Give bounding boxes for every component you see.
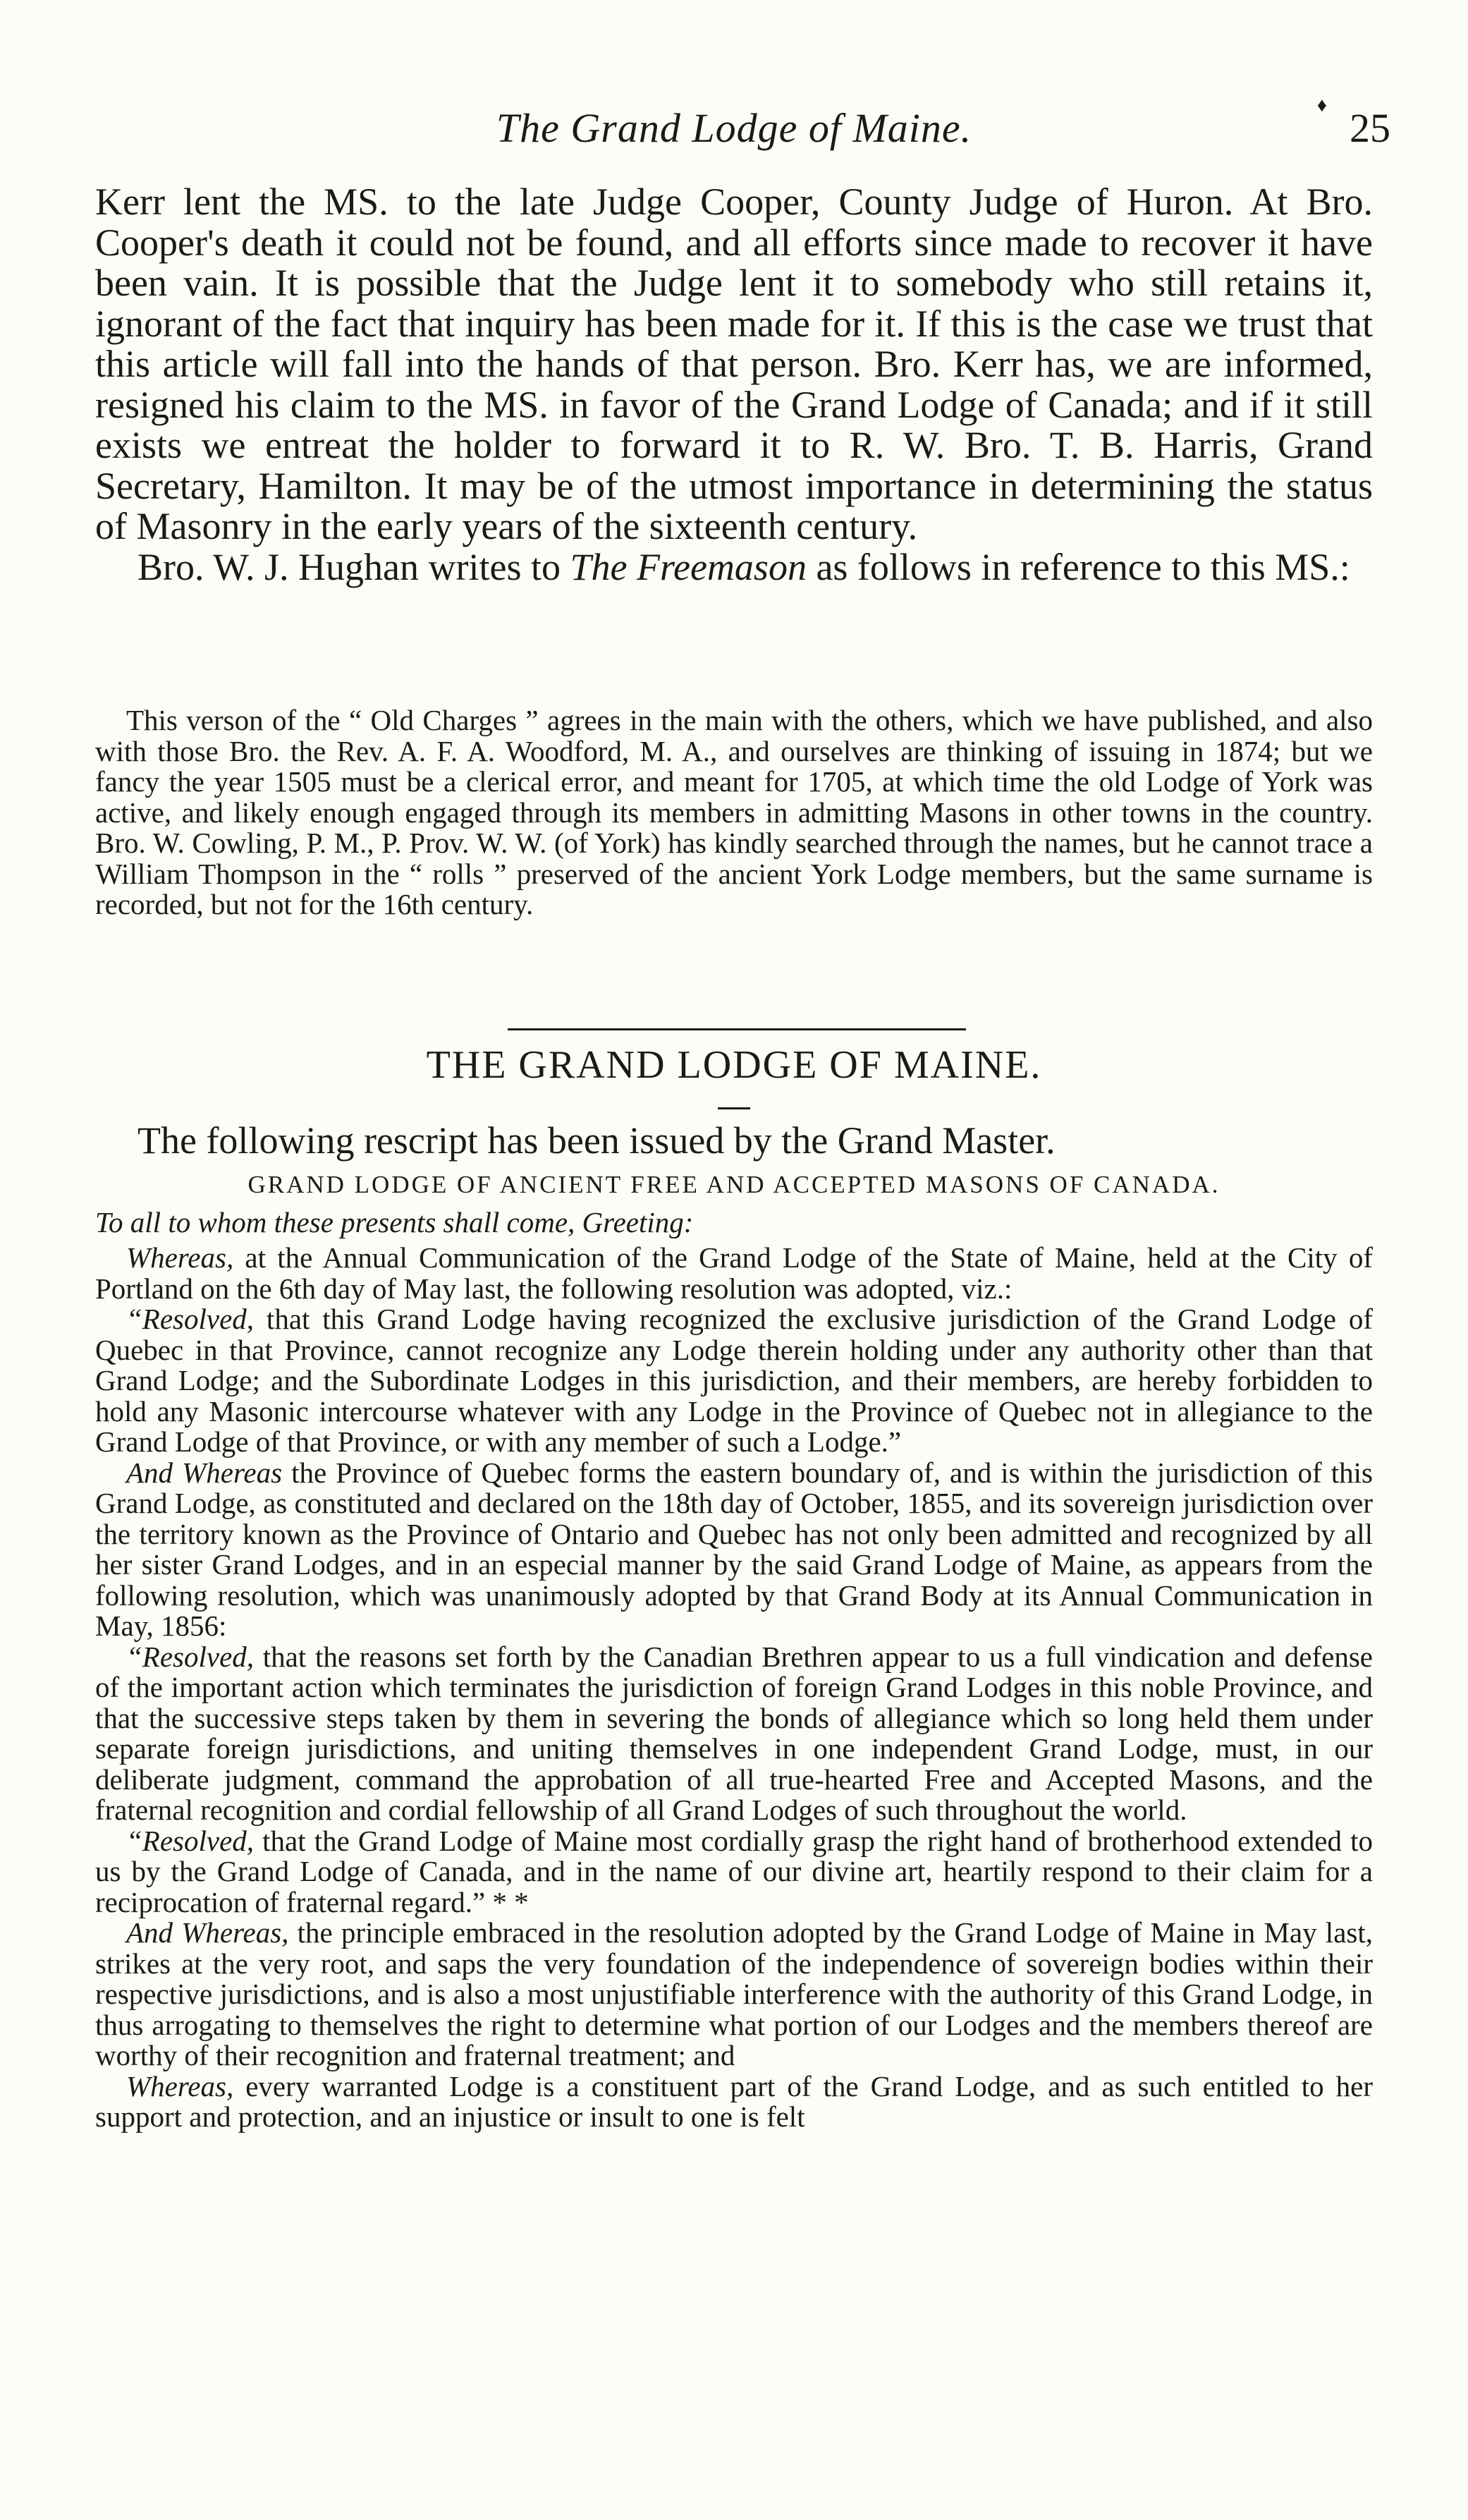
rescript-paragraph: Whereas, at the Annual Communication of the Grand Lodge of the State of Maine, held at the City of Portland on the 6th day of May last, the following resolution was adopted, viz.: — [95, 1241, 1373, 1305]
rescript-body — [95, 1243, 1373, 2133]
rescript-paragraph: “Resolved, that this Grand Lodge having recognized the exclusive jurisdiction of the Grand Lodge of Quebec in that Province, cannot recognize any Lodge therein holding under any authority other than that Grand Lodge; and the Subordinate Lodges in this jurisdiction, and their members, are hereby forbidden to hold any Masonic intercourse whatever with any Lodge in the Province of Quebec not in allegiance to the Grand Lodge of that Province, or with any member of such a Lodge.” — [95, 1303, 1373, 1458]
rescript-paragraph: Whereas, every warranted Lodge is a constituent part of the Grand Lodge, and as such entitled to her support and protection, and an injustice or insult to one is felt — [95, 2069, 1373, 2133]
greeting-line: To all to whom these presents shall come, Greeting: — [95, 1206, 694, 1238]
hughan-quote: This verson of the “ Old Charges ” agrees in the main with the others, which we have published, and also with those Bro. the Rev. A. F. A. Woodford, M. A., and ourselves are thinking of issuing in 1874; but we fancy the year 1505 must be a clerical error, and meant for 1705, at which time the old Lodge of York was active, and likely enough engaged through its members in admitting Masons in other towns in the country. Bro. W. Cowling, P. M., P. Prov. W. W. (of York) has kindly searched through the names, but he cannot trace a William Thompson in the “ rolls ” preserved of the ancient York Lodge members, but the same surname is recorded, but not for the 16th century. — [95, 704, 1373, 920]
hughan-intro: Bro. W. J. Hughan writes to The Freemason as follows in reference to this MS.: — [137, 545, 1350, 588]
rescript-paragraph: And Whereas, the principle embraced in the resolution adopted by the Grand Lodge of Maine in May last, strikes at the very root, and saps the very foundation of the independence of sovereign bodies within their respective jurisdictions, and is also a most unjustifiable interference with the authority of this Grand Lodge, in thus arrogating to themselves the right to determine what portion of our Lodges and the members thereof are worthy of their recognition and fraternal treatment; and — [95, 1916, 1373, 2071]
section-lead: The following rescript has been issued by the Grand Master. — [137, 1119, 1056, 1162]
journal-title: The Freemason — [570, 545, 807, 588]
page-number: 25 — [1350, 105, 1390, 151]
grand-lodge-caps-heading: GRAND LODGE OF ANCIENT FREE AND ACCEPTED MASONS OF CANADA. — [247, 1171, 1221, 1198]
running-header — [0, 95, 1468, 154]
running-title: The Grand Lodge of Maine. — [496, 105, 972, 151]
section-divider-rule — [508, 1028, 966, 1030]
rescript-paragraph: And Whereas the Province of Quebec forms the eastern boundary of, and is within the jurisdiction of this Grand Lodge, as constituted and declared on the 18th day of October, 1855, and its sovereign jurisdiction over the territory known as the Province of Ontario and Quebec has not only been admitted and recognized by all her sister Grand Lodges, and in an especial manner by the said Grand Lodge of Maine, as appears from the following resolution, which was unanimously adopted by that Grand Body at its Annual Communication in May, 1856: — [95, 1456, 1373, 1642]
title-dash — [718, 1107, 750, 1109]
intro-paragraph-block — [95, 182, 1373, 588]
ornament-mark: ♦ — [1316, 95, 1327, 116]
section-title: THE GRAND LODGE OF MAINE. — [426, 1043, 1042, 1087]
intro-paragraph: Kerr lent the MS. to the late Judge Cooper, County Judge of Huron. At Bro. Cooper's death it could not be found, and all efforts since made to recover it have been vain. It is possible that the Judge lent it to somebody who still retains it, ignorant of the fact that inquiry has been made for it. If this is the case we trust that this article will fall into the hands of that person. Bro. Kerr has, we are informed, resigned his claim to the MS. in favor of the Grand Lodge of Canada; and if it still exists we entreat the holder to forward it to R. W. Bro. T. B. Harris, Grand Secretary, Hamilton. It may be of the utmost importance in determining the status of Masonry in the early years of the sixteenth century. — [95, 181, 1373, 547]
rescript-paragraph: “Resolved, that the Grand Lodge of Maine most cordially grasp the right hand of brotherhood extended to us by the Grand Lodge of Canada, and in the name of our divine art, heartily respond to their claim for a reciprocation of fraternal regard.” * * — [95, 1824, 1373, 1918]
rescript-paragraph: “Resolved, that the reasons set forth by the Canadian Brethren appear to us a full vindication and defense of the important action which terminates the jurisdiction of foreign Grand Lodges in this noble Province, and that the successive steps taken by them in severing the bonds of allegiance which so long held them under separate foreign jurisdictions, and uniting themselves in one independent Grand Lodge, must, in our deliberate judgment, command the approbation of all true-hearted Free and Accepted Masons, and the fraternal recognition and cordial fellowship of all Grand Lodges of such throughout the world. — [95, 1640, 1373, 1826]
hughan-quote-block — [95, 705, 1373, 920]
